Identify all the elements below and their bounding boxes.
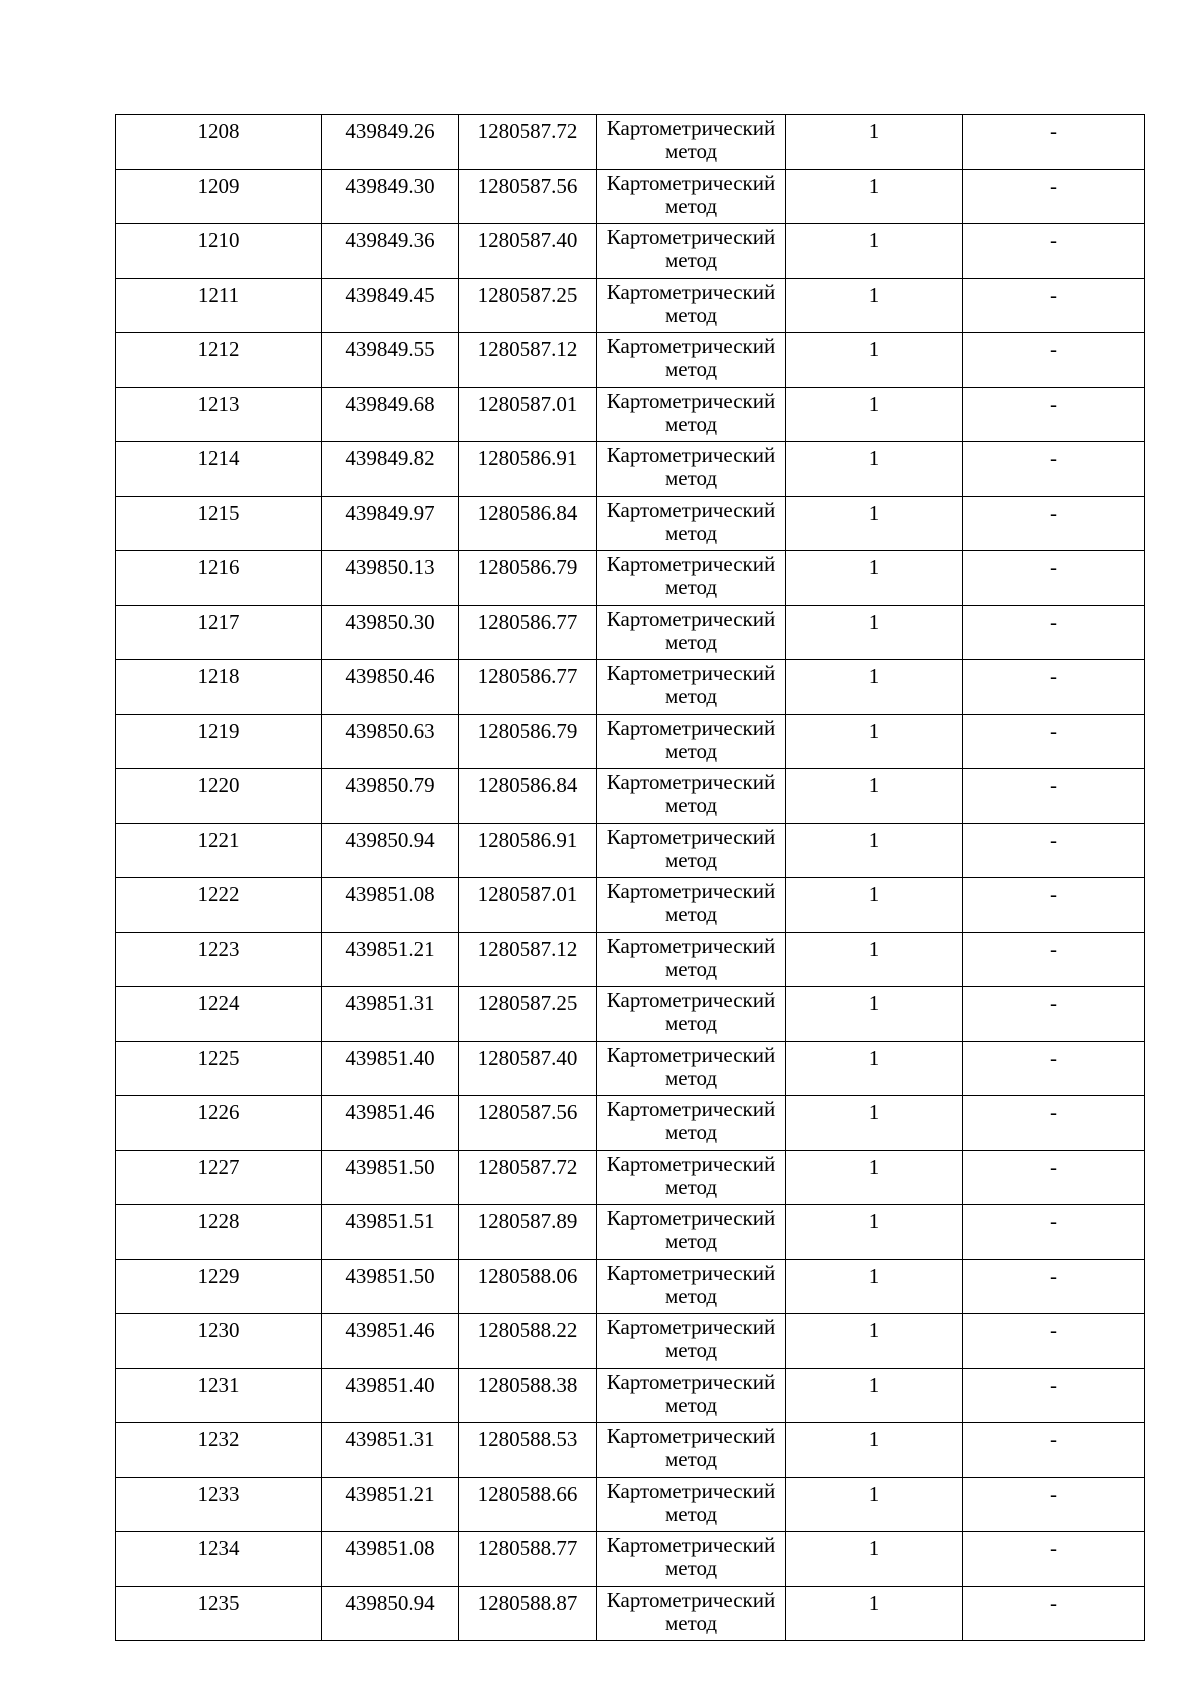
method-cell	[597, 769, 786, 824]
y-coordinate-cell: 1280588.38	[459, 1368, 597, 1423]
table-row	[116, 1532, 1145, 1587]
point-number-cell: 1214	[116, 442, 322, 497]
note-cell: -	[963, 551, 1145, 606]
accuracy-cell: 1	[786, 1532, 963, 1587]
y-coordinate-cell: 1280587.40	[459, 1041, 597, 1096]
method-cell	[597, 1150, 786, 1205]
method-cell	[597, 932, 786, 987]
method-text-line: метод	[664, 793, 718, 817]
y-coordinate-cell: 1280587.89	[459, 1205, 597, 1260]
method-cell	[597, 1368, 786, 1423]
method-text-line: Картометрический	[606, 1260, 776, 1285]
accuracy-cell: 1	[786, 1423, 963, 1478]
method-text-line: метод	[664, 1283, 718, 1308]
table-row	[116, 169, 1145, 224]
point-number-cell: 1217	[116, 605, 322, 660]
table-row	[116, 932, 1145, 987]
accuracy-cell: 1	[786, 1368, 963, 1423]
point-number-cell: 1209	[116, 169, 322, 224]
point-number-cell: 1218	[116, 660, 322, 715]
method-text-line: метод	[664, 629, 718, 654]
x-coordinate-cell: 439851.46	[322, 1314, 459, 1369]
method-cell	[597, 1586, 786, 1641]
table-row	[116, 1586, 1145, 1641]
method-text-line: Картометрический	[606, 1533, 776, 1557]
accuracy-cell: 1	[786, 551, 963, 606]
y-coordinate-cell: 1280586.79	[459, 551, 597, 606]
method-text-line: метод	[664, 1392, 718, 1417]
y-coordinate-cell: 1280588.66	[459, 1477, 597, 1532]
point-number-cell: 1226	[116, 1096, 322, 1151]
y-coordinate-cell: 1280587.12	[459, 333, 597, 388]
note-cell: -	[963, 660, 1145, 715]
note-cell: -	[963, 278, 1145, 333]
accuracy-cell: 1	[786, 442, 963, 497]
note-cell: -	[963, 1368, 1145, 1423]
method-cell	[597, 496, 786, 551]
accuracy-cell: 1	[786, 278, 963, 333]
accuracy-cell: 1	[786, 714, 963, 769]
method-text-line: Картометрический	[606, 1206, 776, 1230]
method-text-line: Картометрический	[606, 661, 776, 685]
method-text-line: метод	[664, 956, 718, 981]
accuracy-cell: 1	[786, 224, 963, 279]
method-text-line: Картометрический	[606, 552, 776, 576]
y-coordinate-cell: 1280586.91	[459, 823, 597, 878]
method-cell	[597, 1096, 786, 1151]
y-coordinate-cell: 1280587.40	[459, 224, 597, 279]
accuracy-cell: 1	[786, 115, 963, 170]
coordinates-table-body	[116, 115, 1145, 1641]
table-row	[116, 551, 1145, 606]
method-text-line: метод	[664, 1501, 718, 1526]
y-coordinate-cell: 1280586.91	[459, 442, 597, 497]
method-text-line: метод	[664, 847, 718, 872]
method-text-line: Картометрический	[606, 1369, 776, 1394]
x-coordinate-cell: 439851.40	[322, 1041, 459, 1096]
x-coordinate-cell: 439849.55	[322, 333, 459, 388]
note-cell: -	[963, 714, 1145, 769]
y-coordinate-cell: 1280587.56	[459, 1096, 597, 1151]
x-coordinate-cell: 439851.50	[322, 1150, 459, 1205]
table-row	[116, 1150, 1145, 1205]
note-cell: -	[963, 878, 1145, 933]
method-text-line: метод	[664, 1610, 718, 1635]
method-text-line: Картометрический	[606, 279, 776, 304]
method-text-line: метод	[664, 193, 718, 218]
note-cell: -	[963, 769, 1145, 824]
point-number-cell: 1229	[116, 1259, 322, 1314]
accuracy-cell: 1	[786, 878, 963, 933]
method-text-line: Картометрический	[606, 879, 776, 903]
x-coordinate-cell: 439851.08	[322, 1532, 459, 1587]
method-text-line: Картометрический	[606, 388, 776, 413]
method-text-line: метод	[664, 302, 718, 327]
accuracy-cell: 1	[786, 823, 963, 878]
x-coordinate-cell: 439850.94	[322, 1586, 459, 1641]
note-cell: -	[963, 1150, 1145, 1205]
method-text-line: метод	[664, 1174, 718, 1199]
note-cell: -	[963, 115, 1145, 170]
table-row	[116, 714, 1145, 769]
coordinates-table	[115, 114, 1145, 1641]
method-text-line: Картометрический	[606, 1151, 776, 1176]
method-cell	[597, 169, 786, 224]
method-text-line: метод	[664, 1120, 718, 1144]
y-coordinate-cell: 1280587.56	[459, 169, 597, 224]
table-row	[116, 1259, 1145, 1314]
method-cell	[597, 442, 786, 497]
method-cell	[597, 823, 786, 878]
table-row	[116, 878, 1145, 933]
y-coordinate-cell: 1280587.72	[459, 1150, 597, 1205]
y-coordinate-cell: 1280587.12	[459, 932, 597, 987]
y-coordinate-cell: 1280587.25	[459, 987, 597, 1042]
method-text-line: метод	[664, 902, 718, 926]
x-coordinate-cell: 439850.13	[322, 551, 459, 606]
accuracy-cell: 1	[786, 1096, 963, 1151]
method-text-line: Картометрический	[606, 770, 776, 794]
method-text-line: метод	[664, 139, 718, 163]
note-cell: -	[963, 496, 1145, 551]
method-cell	[597, 714, 786, 769]
note-cell: -	[963, 1205, 1145, 1260]
method-cell	[597, 1314, 786, 1369]
x-coordinate-cell: 439850.30	[322, 605, 459, 660]
method-cell	[597, 1041, 786, 1096]
method-text-line: метод	[664, 1338, 718, 1362]
x-coordinate-cell: 439850.79	[322, 769, 459, 824]
accuracy-cell: 1	[786, 169, 963, 224]
table-row	[116, 1423, 1145, 1478]
point-number-cell: 1221	[116, 823, 322, 878]
table-row	[116, 278, 1145, 333]
method-text-line: Картометрический	[606, 715, 776, 740]
y-coordinate-cell: 1280586.84	[459, 769, 597, 824]
y-coordinate-cell: 1280587.25	[459, 278, 597, 333]
point-number-cell: 1215	[116, 496, 322, 551]
table-row	[116, 987, 1145, 1042]
method-text-line: Картометрический	[606, 1042, 776, 1067]
x-coordinate-cell: 439851.31	[322, 1423, 459, 1478]
method-text-line: Картометрический	[606, 1097, 776, 1121]
note-cell: -	[963, 932, 1145, 987]
note-cell: -	[963, 605, 1145, 660]
point-number-cell: 1225	[116, 1041, 322, 1096]
point-number-cell: 1223	[116, 932, 322, 987]
note-cell: -	[963, 1586, 1145, 1641]
note-cell: -	[963, 224, 1145, 279]
table-row	[116, 1041, 1145, 1096]
x-coordinate-cell: 439850.63	[322, 714, 459, 769]
note-cell: -	[963, 1423, 1145, 1478]
point-number-cell: 1213	[116, 387, 322, 442]
method-text-line: метод	[664, 357, 718, 381]
table-row	[116, 496, 1145, 551]
point-number-cell: 1230	[116, 1314, 322, 1369]
method-text-line: метод	[664, 1011, 718, 1035]
method-text-line: метод	[664, 684, 718, 708]
table-row	[116, 333, 1145, 388]
point-number-cell: 1210	[116, 224, 322, 279]
table-row	[116, 1477, 1145, 1532]
y-coordinate-cell: 1280588.53	[459, 1423, 597, 1478]
table-row	[116, 224, 1145, 279]
x-coordinate-cell: 439849.82	[322, 442, 459, 497]
point-number-cell: 1234	[116, 1532, 322, 1587]
method-cell	[597, 1532, 786, 1587]
x-coordinate-cell: 439849.36	[322, 224, 459, 279]
method-text-line: метод	[664, 466, 718, 490]
note-cell: -	[963, 169, 1145, 224]
table-row	[116, 115, 1145, 170]
point-number-cell: 1220	[116, 769, 322, 824]
y-coordinate-cell: 1280587.72	[459, 115, 597, 170]
y-coordinate-cell: 1280588.87	[459, 1586, 597, 1641]
method-text-line: метод	[664, 520, 718, 545]
method-text-line: Картометрический	[606, 225, 776, 249]
y-coordinate-cell: 1280586.77	[459, 660, 597, 715]
method-text-line: метод	[664, 411, 718, 436]
x-coordinate-cell: 439851.50	[322, 1259, 459, 1314]
y-coordinate-cell: 1280588.06	[459, 1259, 597, 1314]
y-coordinate-cell: 1280588.22	[459, 1314, 597, 1369]
method-cell	[597, 224, 786, 279]
method-text-line: Картометрический	[606, 1587, 776, 1612]
table-row	[116, 1314, 1145, 1369]
method-text-line: метод	[664, 738, 718, 763]
x-coordinate-cell: 439849.68	[322, 387, 459, 442]
x-coordinate-cell: 439851.51	[322, 1205, 459, 1260]
accuracy-cell: 1	[786, 987, 963, 1042]
accuracy-cell: 1	[786, 660, 963, 715]
method-cell	[597, 1205, 786, 1260]
table-row	[116, 823, 1145, 878]
method-cell	[597, 1477, 786, 1532]
method-text-line: метод	[664, 248, 718, 272]
y-coordinate-cell: 1280586.84	[459, 496, 597, 551]
table-row	[116, 1096, 1145, 1151]
method-text-line: Картометрический	[606, 824, 776, 849]
accuracy-cell: 1	[786, 769, 963, 824]
point-number-cell: 1235	[116, 1586, 322, 1641]
note-cell: -	[963, 987, 1145, 1042]
accuracy-cell: 1	[786, 496, 963, 551]
x-coordinate-cell: 439851.21	[322, 1477, 459, 1532]
accuracy-cell: 1	[786, 333, 963, 388]
x-coordinate-cell: 439850.94	[322, 823, 459, 878]
method-cell	[597, 987, 786, 1042]
method-text-line: Картометрический	[606, 497, 776, 522]
x-coordinate-cell: 439850.46	[322, 660, 459, 715]
y-coordinate-cell: 1280586.77	[459, 605, 597, 660]
method-cell	[597, 333, 786, 388]
point-number-cell: 1208	[116, 115, 322, 170]
point-number-cell: 1232	[116, 1423, 322, 1478]
method-text-line: Картометрический	[606, 334, 776, 358]
method-cell	[597, 278, 786, 333]
table-row	[116, 660, 1145, 715]
x-coordinate-cell: 439849.45	[322, 278, 459, 333]
accuracy-cell: 1	[786, 1259, 963, 1314]
accuracy-cell: 1	[786, 1205, 963, 1260]
method-text-line: метод	[664, 1447, 718, 1471]
point-number-cell: 1227	[116, 1150, 322, 1205]
point-number-cell: 1228	[116, 1205, 322, 1260]
point-number-cell: 1216	[116, 551, 322, 606]
point-number-cell: 1233	[116, 1477, 322, 1532]
method-text-line: Картометрический	[606, 1478, 776, 1503]
table-row	[116, 1368, 1145, 1423]
accuracy-cell: 1	[786, 1586, 963, 1641]
note-cell: -	[963, 1041, 1145, 1096]
method-text-line: Картометрический	[606, 988, 776, 1012]
method-cell	[597, 387, 786, 442]
method-cell	[597, 1423, 786, 1478]
note-cell: -	[963, 1259, 1145, 1314]
accuracy-cell: 1	[786, 1150, 963, 1205]
method-text-line: Картометрический	[606, 1424, 776, 1448]
table-row	[116, 387, 1145, 442]
x-coordinate-cell: 439851.21	[322, 932, 459, 987]
method-cell	[597, 115, 786, 170]
note-cell: -	[963, 1532, 1145, 1587]
table-row	[116, 442, 1145, 497]
table-row	[116, 769, 1145, 824]
point-number-cell: 1211	[116, 278, 322, 333]
x-coordinate-cell: 439849.30	[322, 169, 459, 224]
note-cell: -	[963, 442, 1145, 497]
x-coordinate-cell: 439849.26	[322, 115, 459, 170]
method-text-line: Картометрический	[606, 116, 776, 140]
method-text-line: метод	[664, 1556, 718, 1580]
y-coordinate-cell: 1280588.77	[459, 1532, 597, 1587]
point-number-cell: 1212	[116, 333, 322, 388]
note-cell: -	[963, 823, 1145, 878]
x-coordinate-cell: 439851.08	[322, 878, 459, 933]
accuracy-cell: 1	[786, 932, 963, 987]
method-text-line: Картометрический	[606, 170, 776, 195]
method-text-line: Картометрический	[606, 606, 776, 631]
y-coordinate-cell: 1280587.01	[459, 878, 597, 933]
x-coordinate-cell: 439849.97	[322, 496, 459, 551]
method-cell	[597, 878, 786, 933]
method-text-line: метод	[664, 1229, 718, 1253]
y-coordinate-cell: 1280587.01	[459, 387, 597, 442]
method-text-line: Картометрический	[606, 933, 776, 958]
y-coordinate-cell: 1280586.79	[459, 714, 597, 769]
accuracy-cell: 1	[786, 1041, 963, 1096]
note-cell: -	[963, 1314, 1145, 1369]
accuracy-cell: 1	[786, 605, 963, 660]
note-cell: -	[963, 1477, 1145, 1532]
point-number-cell: 1224	[116, 987, 322, 1042]
point-number-cell: 1219	[116, 714, 322, 769]
method-cell	[597, 551, 786, 606]
method-text-line: Картометрический	[606, 1315, 776, 1339]
x-coordinate-cell: 439851.31	[322, 987, 459, 1042]
method-cell	[597, 1259, 786, 1314]
accuracy-cell: 1	[786, 1314, 963, 1369]
point-number-cell: 1222	[116, 878, 322, 933]
method-cell	[597, 660, 786, 715]
table-row	[116, 1205, 1145, 1260]
point-number-cell: 1231	[116, 1368, 322, 1423]
method-cell	[597, 605, 786, 660]
note-cell: -	[963, 1096, 1145, 1151]
x-coordinate-cell: 439851.40	[322, 1368, 459, 1423]
method-text-line: метод	[664, 1065, 718, 1090]
note-cell: -	[963, 387, 1145, 442]
accuracy-cell: 1	[786, 387, 963, 442]
method-text-line: метод	[664, 575, 718, 599]
accuracy-cell: 1	[786, 1477, 963, 1532]
note-cell: -	[963, 333, 1145, 388]
x-coordinate-cell: 439851.46	[322, 1096, 459, 1151]
table-row	[116, 605, 1145, 660]
method-text-line: Картометрический	[606, 443, 776, 467]
